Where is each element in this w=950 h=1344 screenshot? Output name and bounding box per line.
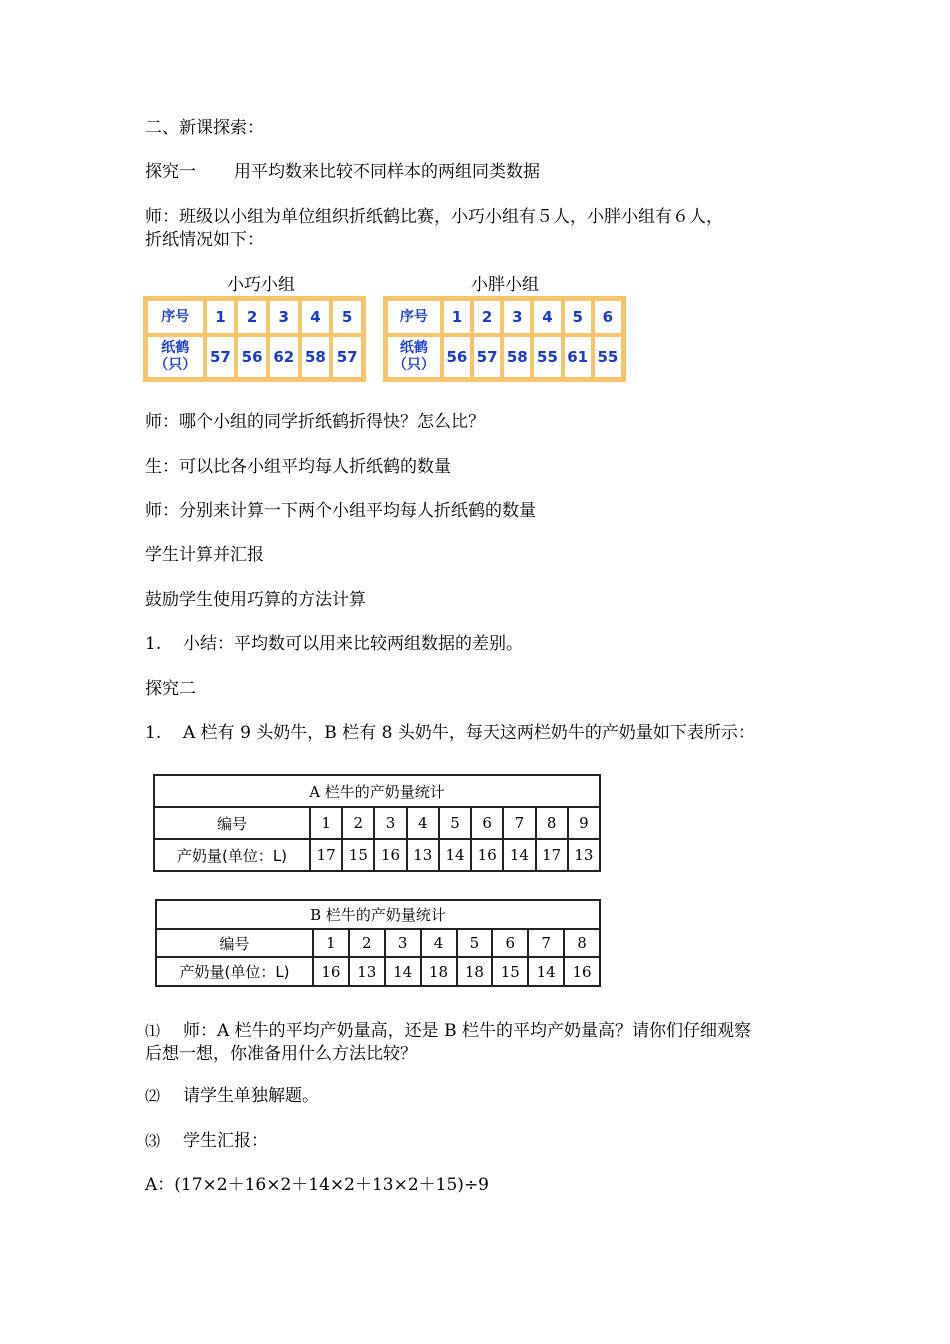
cow-table-b-value: 18 xyxy=(421,957,457,986)
cow-table-b-id: 5 xyxy=(457,929,493,957)
student-step-1: 学生计算并汇报 xyxy=(145,545,264,565)
group-a-value: 57 xyxy=(205,335,237,379)
cow-table-a-value: 14 xyxy=(439,839,471,871)
group-a-id: 4 xyxy=(300,299,332,335)
step-p2 xyxy=(145,1085,319,1107)
group-b-value: 55 xyxy=(593,335,623,379)
inquiry-two-item-number: 1. xyxy=(145,723,162,743)
group-a-header-label: 序号 xyxy=(146,299,205,335)
cow-table-a-id: 2 xyxy=(342,807,374,839)
cow-table-a-id: 6 xyxy=(471,807,503,839)
group-a-row-label-line1: 纸鹤 xyxy=(161,340,190,356)
cow-table-b-id: 2 xyxy=(349,929,385,957)
cow-table-a xyxy=(153,774,601,872)
group-b-id: 2 xyxy=(472,299,502,335)
step-p3-text: 学生汇报： xyxy=(183,1131,268,1151)
cow-table-a-id-label: 编号 xyxy=(154,807,310,839)
question-p1-line1 xyxy=(145,1020,751,1042)
cow-table-a-value: 16 xyxy=(471,839,503,871)
group-b-id: 1 xyxy=(442,299,472,335)
cow-table-a-value: 13 xyxy=(568,839,600,871)
inquiry-one-text: 用平均数来比较不同样本的两组同类数据 xyxy=(234,162,540,182)
inquiry-two-item xyxy=(145,722,755,744)
group-b-row-label-line1: 纸鹤 xyxy=(399,340,428,356)
group-b-row-label-line2: （只） xyxy=(392,357,435,373)
group-b-title: 小胖小组 xyxy=(471,275,539,295)
cow-table-b-value: 15 xyxy=(492,957,528,986)
cow-table-b-id: 6 xyxy=(492,929,528,957)
group-a-value: 58 xyxy=(300,335,332,379)
group-b-id: 3 xyxy=(502,299,532,335)
group-b-id: 5 xyxy=(563,299,593,335)
cow-table-a-id: 3 xyxy=(374,807,406,839)
cow-table-b-value-label: 产奶量(单位：L) xyxy=(156,957,313,986)
cow-table-b-id: 7 xyxy=(528,929,564,957)
summary-number: 1. xyxy=(145,634,162,654)
cow-table-a-value: 15 xyxy=(342,839,374,871)
cow-table-a-id: 5 xyxy=(439,807,471,839)
cow-table-a-value: 17 xyxy=(310,839,342,871)
section-title: 二、新课探索： xyxy=(145,118,264,138)
cow-table-a-value: 14 xyxy=(503,839,535,871)
cow-table-b-id: 1 xyxy=(313,929,349,957)
cow-table-b-id: 3 xyxy=(385,929,421,957)
group-a-id: 1 xyxy=(205,299,237,335)
cow-table-b xyxy=(155,899,601,987)
group-a-title: 小巧小组 xyxy=(227,275,295,295)
question-p1-line2: 后想一想，你准备用什么方法比较？ xyxy=(145,1044,417,1064)
group-a-id: 3 xyxy=(268,299,300,335)
step-p2-text: 请学生单独解题。 xyxy=(183,1086,319,1106)
inquiry-one-heading xyxy=(145,161,540,183)
cow-table-a-value: 17 xyxy=(536,839,568,871)
group-a-table xyxy=(143,296,366,382)
formula-a: A：(17×2＋16×2＋14×2＋13×2＋15)÷9 xyxy=(145,1175,490,1195)
group-b-id: 4 xyxy=(532,299,562,335)
cow-table-b-value: 16 xyxy=(313,957,349,986)
cow-table-a-value: 16 xyxy=(374,839,406,871)
group-b-value: 57 xyxy=(472,335,502,379)
group-a-id: 5 xyxy=(331,299,363,335)
inquiry-one-label: 探究一 xyxy=(145,162,196,182)
cow-table-a-id: 1 xyxy=(310,807,342,839)
group-b-header-label: 序号 xyxy=(386,299,442,335)
cow-table-b-value: 13 xyxy=(349,957,385,986)
group-b-value: 61 xyxy=(563,335,593,379)
inquiry-two-label: 探究二 xyxy=(145,679,196,699)
cow-table-b-caption: B 栏牛的产奶量统计 xyxy=(156,900,600,929)
group-a-value: 57 xyxy=(331,335,363,379)
cow-table-a-id: 4 xyxy=(407,807,439,839)
step-p3-number: ⑶ xyxy=(145,1132,161,1150)
intro-line-1: 师：班级以小组为单位组织折纸鹤比赛，小巧小组有５人，小胖小组有６人， xyxy=(145,207,723,227)
step-p3 xyxy=(145,1130,268,1152)
teacher-question-2: 师：分别来计算一下两个小组平均每人折纸鹤的数量 xyxy=(145,501,536,521)
group-b-value: 58 xyxy=(502,335,532,379)
cow-table-b-id: 8 xyxy=(564,929,600,957)
cow-table-a-id: 8 xyxy=(536,807,568,839)
student-step-2: 鼓励学生使用巧算的方法计算 xyxy=(145,590,366,610)
cow-table-b-value: 14 xyxy=(528,957,564,986)
question-p1-number: ⑴ xyxy=(145,1022,161,1040)
cow-table-b-id-label: 编号 xyxy=(156,929,313,957)
cow-table-b-value: 14 xyxy=(385,957,421,986)
group-b-value: 56 xyxy=(442,335,472,379)
group-a-row-label-line2: （只） xyxy=(154,357,197,373)
teacher-question-1: 师：哪个小组的同学折纸鹤折得快？怎么比？ xyxy=(145,412,485,432)
student-answer-1: 生：可以比各小组平均每人折纸鹤的数量 xyxy=(145,457,451,477)
group-a-value: 62 xyxy=(268,335,300,379)
group-a-value: 56 xyxy=(236,335,268,379)
summary-text: 小结：平均数可以用来比较两组数据的差别。 xyxy=(183,634,523,654)
question-p1-text: 师：A 栏牛的平均产奶量高，还是 B 栏牛的平均产奶量高？请你们仔细观察 xyxy=(183,1021,751,1041)
group-b-row-label xyxy=(386,335,442,379)
cow-table-a-id: 9 xyxy=(568,807,600,839)
cow-table-b-id: 4 xyxy=(421,929,457,957)
cow-table-a-value-label: 产奶量(单位：L) xyxy=(154,839,310,871)
group-b-table xyxy=(383,296,626,382)
cow-table-a-id: 7 xyxy=(503,807,535,839)
group-b-id: 6 xyxy=(593,299,623,335)
cow-table-a-value: 13 xyxy=(407,839,439,871)
summary xyxy=(145,633,523,655)
step-p2-number: ⑵ xyxy=(145,1087,161,1105)
group-b-value: 55 xyxy=(532,335,562,379)
group-a-row-label xyxy=(146,335,205,379)
cow-table-a-caption: A 栏牛的产奶量统计 xyxy=(154,775,600,807)
inquiry-two-item-text: A 栏有 9 头奶牛，B 栏有 8 头奶牛，每天这两栏奶牛的产奶量如下表所示： xyxy=(183,723,755,743)
cow-table-b-value: 18 xyxy=(457,957,493,986)
cow-table-b-value: 16 xyxy=(564,957,600,986)
group-a-id: 2 xyxy=(236,299,268,335)
intro-line-2: 折纸情况如下： xyxy=(145,230,264,250)
